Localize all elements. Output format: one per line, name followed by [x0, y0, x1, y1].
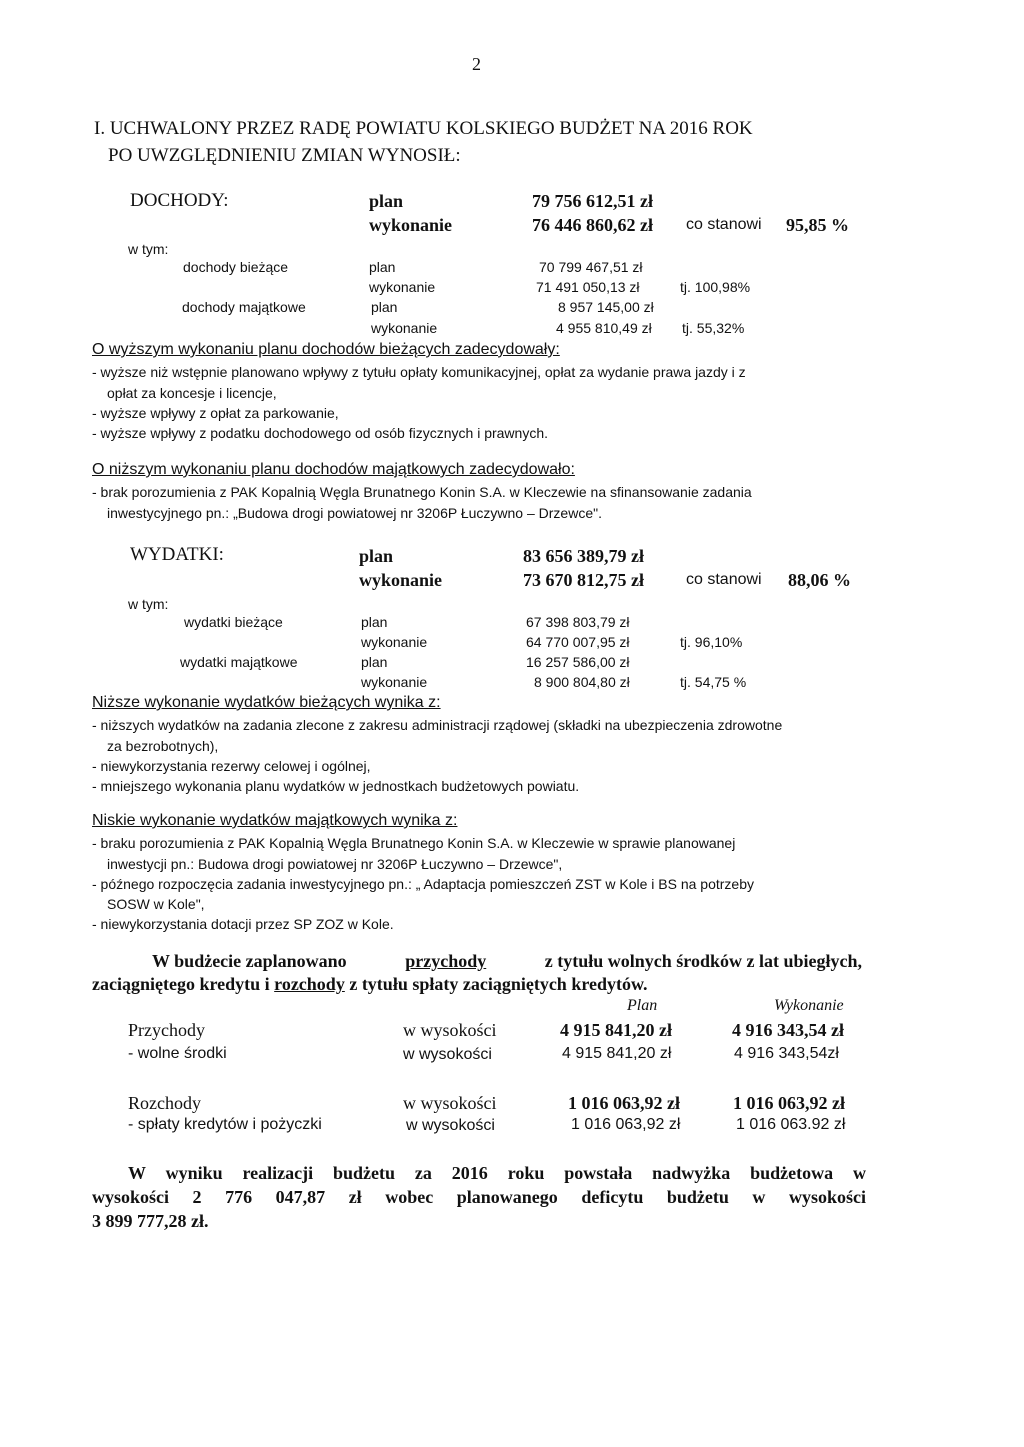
wydatki-majatkowe-wyk-label: wykonanie	[361, 674, 428, 690]
wydatki-plan-label: plan	[359, 546, 394, 566]
wydatki-biezace-notes-heading: Niższe wykonanie wydatków bieżących wynika z:	[92, 694, 441, 711]
dochody-majatkowe-label: dochody majątkowe	[182, 299, 306, 315]
dochody-majatkowe-wyk: 4 955 810,49 zł	[556, 320, 652, 336]
heading-line-2: PO UWZGLĘDNIENIU ZMIAN WYNOSIŁ:	[108, 145, 461, 166]
przychody-intro-1c: z tytułu wolnych środków z lat ubiegłych,	[544, 951, 862, 971]
przychody-intro-2b: rozchody	[274, 974, 345, 994]
dochody-w-tym: w tym:	[128, 241, 169, 257]
wydatki-majatkowe-note-3: - późnego rozpoczęcia zadania inwestycyjnego pn.: „ Adaptacja pomieszczeń ZST w Kole i BS na potrzeby	[92, 876, 754, 892]
summary-line-3: 3 899 777,28 zł.	[92, 1211, 209, 1231]
wydatki-majatkowe-wyk: 8 900 804,80 zł	[534, 674, 630, 690]
dochody-plan-label: plan	[369, 191, 404, 211]
fin-rozchody-plan: 1 016 063,92 zł	[568, 1093, 680, 1113]
dochody-biezace-percent: tj. 100,98%	[680, 279, 751, 295]
fin-splaty-wykonanie: 1 016 063.92 zł	[736, 1116, 846, 1133]
wydatki-biezace-plan-label: plan	[361, 614, 388, 630]
fin-splaty-plan: 1 016 063,92 zł	[571, 1116, 681, 1133]
wydatki-biezace-label: wydatki bieżące	[184, 614, 283, 630]
fin-przychody-label: Przychody	[128, 1020, 205, 1040]
wydatki-w-tym: w tym:	[128, 596, 169, 612]
page-number: 2	[472, 54, 481, 74]
przychody-intro-2a: zaciągniętego kredytu i	[92, 974, 270, 994]
przychody-intro-2c: z tytułu spłaty zaciągniętych kredytów.	[349, 974, 648, 994]
wydatki-majatkowe-percent: tj. 54,75 %	[680, 674, 747, 690]
wydatki-biezace-wyk-label: wykonanie	[361, 634, 428, 650]
dochody-biezace-plan-label: plan	[369, 259, 396, 275]
dochody-majatkowe-wyk-label: wykonanie	[371, 320, 438, 336]
wydatki-co-stanowi: co stanowi	[686, 571, 762, 588]
wydatki-plan-value: 83 656 389,79 zł	[523, 546, 644, 566]
wydatki-biezace-percent: tj. 96,10%	[680, 634, 743, 650]
fin-splaty-label: - spłaty kredytów i pożyczki	[128, 1116, 322, 1133]
dochody-wykonanie-value: 76 446 860,62 zł	[532, 215, 653, 235]
wydatki-majatkowe-plan-label: plan	[361, 654, 388, 670]
wydatki-biezace-wyk: 64 770 007,95 zł	[526, 634, 630, 650]
dochody-majatkowe-note-2: inwestycyjnego pn.: „Budowa drogi powiatowej nr 3206P Łuczywno – Drzewce".	[107, 505, 602, 521]
przychody-intro-1a: W budżecie zaplanowano	[152, 951, 347, 971]
wydatki-majatkowe-note-4: SOSW w Kole",	[107, 896, 205, 912]
dochody-plan-value: 79 756 612,51 zł	[532, 191, 653, 211]
fin-przychody-wwys: w wysokości	[403, 1020, 497, 1040]
dochody-majatkowe-percent: tj. 55,32%	[682, 320, 745, 336]
przychody-intro-1b: przychody	[405, 951, 487, 971]
wydatki-biezace-note-3: - niewykorzystania rezerwy celowej i ogólnej,	[92, 758, 371, 774]
dochody-title: DOCHODY:	[130, 190, 229, 211]
wydatki-percent: 88,06 %	[788, 570, 851, 590]
dochody-biezace-wyk-label: wykonanie	[369, 279, 436, 295]
dochody-biezace-wyk: 71 491 050,13 zł	[536, 279, 640, 295]
dochody-co-stanowi: co stanowi	[686, 216, 762, 233]
fin-przychody-wykonanie: 4 916 343,54 zł	[732, 1020, 844, 1040]
fin-rozchody-wykonanie: 1 016 063,92 zł	[733, 1093, 845, 1113]
dochody-majatkowe-plan: 8 957 145,00 zł	[558, 299, 654, 315]
dochody-biezace-label: dochody bieżące	[183, 259, 289, 275]
dochody-biezace-notes-heading: O wyższym wykonaniu planu dochodów bieżących zadecydowały:	[92, 341, 560, 358]
fin-col-wykonanie: Wykonanie	[774, 997, 844, 1014]
wydatki-majatkowe-note-5: - niewykorzystania dotacji przez SP ZOZ w Kole.	[92, 916, 394, 932]
wydatki-biezace-note-1: - niższych wydatków na zadania zlecone z zakresu administracji rządowej (składki na ubezpieczenia zdrowotne	[92, 717, 783, 733]
wydatki-biezace-note-4: - mniejszego wykonania planu wydatków w jednostkach budżetowych powiatu.	[92, 778, 580, 794]
wydatki-biezace-note-2: za bezrobotnych),	[107, 738, 219, 754]
fin-wolne-srodki-wwys: w wysokości	[403, 1046, 492, 1063]
fin-rozchody-wwys: w wysokości	[403, 1093, 497, 1113]
summary-line-1: W wyniku realizacji budżetu za 2016 roku powstała nadwyżka budżetowa w	[128, 1163, 866, 1183]
przychody-intro-line-1	[152, 951, 862, 972]
wydatki-majatkowe-plan: 16 257 586,00 zł	[526, 654, 630, 670]
wydatki-majatkowe-note-1: - braku porozumienia z PAK Kopalnią Węgla Brunatnego Konin S.A. w Kleczewie w sprawie planowanej	[92, 835, 736, 851]
wydatki-majatkowe-label: wydatki majątkowe	[180, 654, 298, 670]
wydatki-wykonanie-value: 73 670 812,75 zł	[523, 570, 644, 590]
dochody-majatkowe-note-1: - brak porozumienia z PAK Kopalnią Węgla Brunatnego Konin S.A. w Kleczewie na sfinansowanie zadania	[92, 484, 752, 500]
wydatki-majatkowe-note-2: inwestycji pn.: Budowa drogi powiatowej nr 3206P Łuczywno – Drzewce",	[107, 856, 563, 872]
dochody-biezace-note-4: - wyższe wpływy z podatku dochodowego od osób fizycznych i prawnych.	[92, 425, 548, 441]
dochody-biezace-note-1: - wyższe niż wstępnie planowano wpływy z tytułu opłaty komunikacyjnej, opłat za wydanie prawa jazdy i z	[92, 364, 746, 380]
fin-wolne-srodki-wykonanie: 4 916 343,54zł	[734, 1045, 839, 1062]
dochody-biezace-note-3: - wyższe wpływy z opłat za parkowanie,	[92, 405, 339, 421]
heading-line-1: I. UCHWALONY PRZEZ RADĘ POWIATU KOLSKIEGO BUDŻET NA 2016 ROK	[94, 118, 753, 139]
wydatki-majatkowe-notes-heading: Niskie wykonanie wydatków majątkowych wynika z:	[92, 812, 458, 829]
dochody-percent: 95,85 %	[786, 215, 849, 235]
fin-wolne-srodki-plan: 4 915 841,20 zł	[562, 1045, 672, 1062]
dochody-biezace-plan: 70 799 467,51 zł	[539, 259, 643, 275]
summary-line-2: wysokości 2 776 047,87 zł wobec planowanego deficytu budżetu w wysokości	[92, 1187, 866, 1207]
fin-przychody-plan: 4 915 841,20 zł	[560, 1020, 672, 1040]
wydatki-title: WYDATKI:	[130, 544, 224, 565]
dochody-biezace-note-2: opłat za koncesje i licencje,	[107, 385, 277, 401]
dochody-wykonanie-label: wykonanie	[369, 215, 453, 235]
dochody-majatkowe-notes-heading: O niższym wykonaniu planu dochodów majątkowych zadecydowało:	[92, 461, 575, 478]
fin-col-plan: Plan	[627, 997, 658, 1014]
dochody-majatkowe-plan-label: plan	[371, 299, 398, 315]
wydatki-wykonanie-label: wykonanie	[359, 570, 443, 590]
wydatki-biezace-plan: 67 398 803,79 zł	[526, 614, 630, 630]
fin-rozchody-label: Rozchody	[128, 1093, 201, 1113]
fin-wolne-srodki-label: - wolne środki	[128, 1045, 227, 1062]
przychody-intro-line-2	[92, 974, 648, 995]
fin-splaty-wwys: w wysokości	[406, 1117, 495, 1134]
